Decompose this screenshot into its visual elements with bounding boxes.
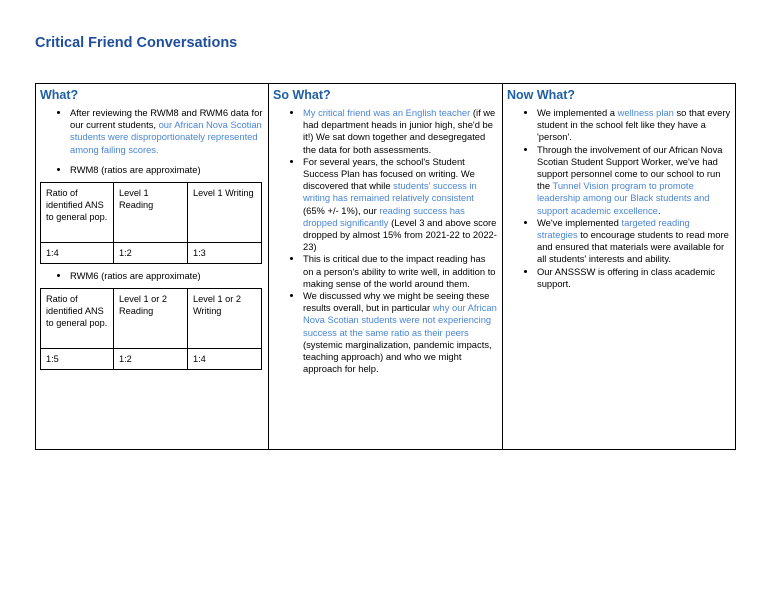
rwm8-cell-ratio: 1:4 <box>41 242 114 263</box>
what-heading: What? <box>40 88 79 102</box>
now-what-column <box>503 84 736 450</box>
table-row <box>41 242 262 263</box>
what-intro-item <box>70 107 264 156</box>
list-item <box>537 217 731 266</box>
rwm6-header-writing: Level 1 or 2 Writing <box>188 288 262 348</box>
so-what-b4-text-b: (systemic marginalization, pandemic impacts, teaching approach) and who we might approach for help. <box>303 338 492 375</box>
list-item <box>303 253 498 290</box>
now-what-b2-highlight: Tunnel Vision program to promote leadership among our Black students and support academic excellence <box>537 180 710 216</box>
rwm8-label: • RWM8 (ratios are approximate) <box>70 164 264 176</box>
rwm6-cell-ratio: 1:5 <box>41 348 114 369</box>
rwm6-cell-reading: 1:2 <box>114 348 188 369</box>
now-what-b2-text-a: Through the involvement of our African Nova Scotian Student Support Worker, we've had support personnel come to our school to run the <box>537 143 723 192</box>
list-item <box>537 144 731 217</box>
so-what-b2-text-c: (Level 3 and above score dropped by almost 15% from 2021-22 to 2022-23) <box>303 216 497 253</box>
rwm6-cell-writing: 1:4 <box>188 348 262 369</box>
so-what-b3-text: This is critical due to the impact reading has on a person's ability to write well, in addition to making sense of the world around them. <box>303 253 496 289</box>
list-item <box>537 107 731 144</box>
list-item <box>537 266 731 290</box>
table-row <box>41 182 262 242</box>
now-what-b1-highlight: wellness plan <box>617 107 674 118</box>
what-intro-list <box>40 107 264 156</box>
rwm8-header-ratio: Ratio of identified ANS to general pop. <box>41 182 114 242</box>
rwm6-label: • RWM6 (ratios are approximate) <box>70 270 264 282</box>
rwm8-table <box>40 182 262 264</box>
now-what-b1-text-b: so that every student in the school felt like they have a 'person'. <box>537 107 731 143</box>
what-column <box>36 84 269 450</box>
now-what-b4-text: Our ANSSSW is offering in class academic support. <box>537 265 716 289</box>
what-intro-highlight: our African Nova Scotian students were disproportionately represented among failing scores. <box>70 119 262 155</box>
so-what-b2-text-a: For several years, the school's Student Success Plan has focused on writing. We discovered that while <box>303 155 475 192</box>
so-what-list <box>273 107 498 375</box>
rwm8-cell-writing: 1:3 <box>188 242 262 263</box>
so-what-column <box>269 84 503 450</box>
list-item <box>303 107 498 156</box>
table-row <box>41 348 262 369</box>
table-row <box>41 288 262 348</box>
so-what-b2-highlight-2: reading success has dropped significantly <box>303 204 465 228</box>
rwm6-header-ratio: Ratio of identified ANS to general pop. <box>41 288 114 348</box>
rwm8-header-writing: Level 1 Writing <box>188 182 262 242</box>
so-what-b2-text-b: (65% +/- 1%), our <box>303 204 380 216</box>
rwm8-cell-reading: 1:2 <box>114 242 188 263</box>
rwm6-label-list <box>40 270 264 282</box>
list-item <box>303 156 498 254</box>
now-what-b1-text-a: We implemented a <box>537 107 618 118</box>
now-what-list <box>507 107 731 290</box>
page-title: Critical Friend Conversations <box>35 35 238 51</box>
now-what-b3-highlight: targeted reading strategies <box>537 216 690 241</box>
rwm8-header-reading: Level 1 Reading <box>114 182 188 242</box>
list-item <box>303 290 498 375</box>
rwm8-label-list <box>40 164 264 176</box>
now-what-heading: Now What? <box>507 88 576 102</box>
conversation-table <box>35 83 736 450</box>
rwm6-table <box>40 288 262 370</box>
so-what-b2-highlight-1: students' success in writing has remained relatively consistent <box>303 180 477 204</box>
now-what-b2-text-b: . <box>657 204 661 216</box>
what-intro-text: After reviewing the RWM8 and RWM6 data for our current students, <box>70 107 263 131</box>
rwm6-header-reading: Level 1 or 2 Reading <box>114 288 188 348</box>
now-what-b3-text-a: We've implemented <box>537 216 622 228</box>
now-what-b3-text-b: to encourage students to read more and ensured that materials were available for all students' interests and ability. <box>537 229 729 265</box>
so-what-b4-text-a: We discussed why we might be seeing these results overall, but in particular <box>303 290 490 314</box>
so-what-b1-highlight: My critical friend was an English teacher <box>303 107 471 118</box>
so-what-heading: So What? <box>273 88 331 102</box>
so-what-b1-text: (if we had department heads in junior high, she'd be it!) We sat down together and desegregated the data for both assessments. <box>303 107 496 155</box>
so-what-b4-highlight: why our African Nova Scotian students were not experiencing success at the same ratio as their peers <box>303 302 497 338</box>
